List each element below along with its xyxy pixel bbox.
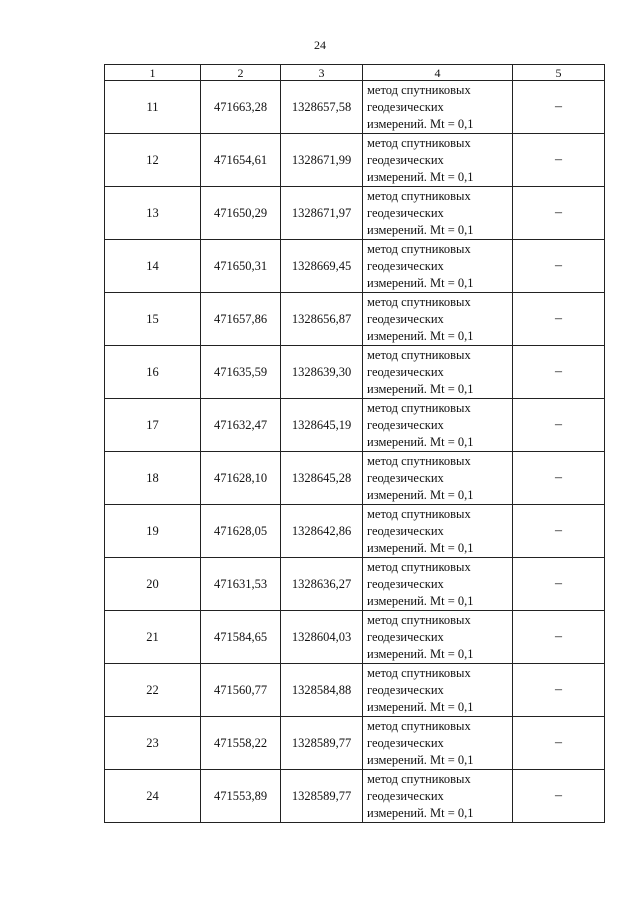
table-body	[105, 81, 605, 823]
coordinate-x-cell: 471654,61	[201, 134, 281, 187]
note-cell: –	[513, 770, 605, 823]
note-cell: –	[513, 399, 605, 452]
table-row	[105, 346, 605, 399]
method-line: метод спутниковых	[367, 453, 471, 468]
method-line: геодезических	[367, 629, 444, 644]
method-line: измерений. Mt = 0,1	[367, 805, 474, 820]
method-line: геодезических	[367, 364, 444, 379]
method-cell	[363, 293, 513, 346]
method-line: измерений. Mt = 0,1	[367, 434, 474, 449]
note-cell: –	[513, 558, 605, 611]
method-line: геодезических	[367, 205, 444, 220]
method-line: геодезических	[367, 576, 444, 591]
point-number-cell: 18	[105, 452, 201, 505]
method-line: измерений. Mt = 0,1	[367, 487, 474, 502]
method-line: измерений. Mt = 0,1	[367, 699, 474, 714]
method-line: геодезических	[367, 470, 444, 485]
method-line: метод спутниковых	[367, 400, 471, 415]
method-line: измерений. Mt = 0,1	[367, 752, 474, 767]
method-line: метод спутниковых	[367, 82, 471, 97]
method-line: геодезических	[367, 735, 444, 750]
coordinate-y-cell: 1328589,77	[281, 717, 363, 770]
method-line: геодезических	[367, 258, 444, 273]
point-number-cell: 20	[105, 558, 201, 611]
method-cell	[363, 770, 513, 823]
point-number-cell: 12	[105, 134, 201, 187]
header-col-5: 5	[513, 65, 605, 81]
coordinate-y-cell: 1328636,27	[281, 558, 363, 611]
header-col-3: 3	[281, 65, 363, 81]
table-row	[105, 81, 605, 134]
method-line: метод спутниковых	[367, 665, 471, 680]
coordinate-x-cell: 471657,86	[201, 293, 281, 346]
method-line: геодезических	[367, 523, 444, 538]
method-cell	[363, 81, 513, 134]
point-number-cell: 22	[105, 664, 201, 717]
coordinate-y-cell: 1328671,97	[281, 187, 363, 240]
header-col-4: 4	[363, 65, 513, 81]
method-line: метод спутниковых	[367, 559, 471, 574]
method-line: геодезических	[367, 788, 444, 803]
coordinate-y-cell: 1328639,30	[281, 346, 363, 399]
point-number-cell: 24	[105, 770, 201, 823]
method-cell	[363, 187, 513, 240]
point-number-cell: 16	[105, 346, 201, 399]
method-cell	[363, 134, 513, 187]
coordinate-y-cell: 1328656,87	[281, 293, 363, 346]
method-line: измерений. Mt = 0,1	[367, 540, 474, 555]
coordinate-x-cell: 471663,28	[201, 81, 281, 134]
table-row	[105, 611, 605, 664]
method-line: метод спутниковых	[367, 188, 471, 203]
coordinate-y-cell: 1328671,99	[281, 134, 363, 187]
method-line: геодезических	[367, 682, 444, 697]
coordinate-x-cell: 471584,65	[201, 611, 281, 664]
method-line: геодезических	[367, 99, 444, 114]
method-cell	[363, 558, 513, 611]
table-row	[105, 399, 605, 452]
coordinate-y-cell: 1328669,45	[281, 240, 363, 293]
method-line: метод спутниковых	[367, 612, 471, 627]
table-row	[105, 452, 605, 505]
table-row	[105, 293, 605, 346]
method-line: метод спутниковых	[367, 294, 471, 309]
note-cell: –	[513, 505, 605, 558]
coordinate-x-cell: 471558,22	[201, 717, 281, 770]
header-col-1: 1	[105, 65, 201, 81]
method-cell	[363, 240, 513, 293]
coordinate-y-cell: 1328584,88	[281, 664, 363, 717]
point-number-cell: 14	[105, 240, 201, 293]
note-cell: –	[513, 717, 605, 770]
table-row	[105, 717, 605, 770]
page-number: 24	[314, 38, 326, 52]
table-row	[105, 240, 605, 293]
method-line: измерений. Mt = 0,1	[367, 222, 474, 237]
method-line: измерений. Mt = 0,1	[367, 593, 474, 608]
table-row	[105, 187, 605, 240]
method-cell	[363, 717, 513, 770]
method-cell	[363, 399, 513, 452]
method-line: измерений. Mt = 0,1	[367, 381, 474, 396]
header-col-2: 2	[201, 65, 281, 81]
note-cell: –	[513, 664, 605, 717]
coordinate-x-cell: 471628,10	[201, 452, 281, 505]
note-cell: –	[513, 134, 605, 187]
coordinate-x-cell: 471628,05	[201, 505, 281, 558]
method-cell	[363, 611, 513, 664]
method-cell	[363, 452, 513, 505]
coordinate-y-cell: 1328589,77	[281, 770, 363, 823]
point-number-cell: 19	[105, 505, 201, 558]
note-cell: –	[513, 452, 605, 505]
method-line: геодезических	[367, 152, 444, 167]
coordinate-x-cell: 471635,59	[201, 346, 281, 399]
point-number-cell: 11	[105, 81, 201, 134]
coordinates-table	[104, 64, 605, 823]
point-number-cell: 23	[105, 717, 201, 770]
coordinate-y-cell: 1328604,03	[281, 611, 363, 664]
method-line: метод спутниковых	[367, 241, 471, 256]
note-cell: –	[513, 346, 605, 399]
header-row	[105, 65, 605, 81]
table-row	[105, 770, 605, 823]
coordinate-y-cell: 1328657,58	[281, 81, 363, 134]
coordinate-y-cell: 1328642,86	[281, 505, 363, 558]
table-row	[105, 664, 605, 717]
method-line: измерений. Mt = 0,1	[367, 646, 474, 661]
method-cell	[363, 505, 513, 558]
coordinate-x-cell: 471632,47	[201, 399, 281, 452]
method-line: геодезических	[367, 311, 444, 326]
method-line: измерений. Mt = 0,1	[367, 116, 474, 131]
note-cell: –	[513, 293, 605, 346]
coordinate-y-cell: 1328645,28	[281, 452, 363, 505]
method-line: метод спутниковых	[367, 135, 471, 150]
point-number-cell: 17	[105, 399, 201, 452]
method-line: метод спутниковых	[367, 506, 471, 521]
point-number-cell: 21	[105, 611, 201, 664]
coordinate-y-cell: 1328645,19	[281, 399, 363, 452]
method-line: геодезических	[367, 417, 444, 432]
method-cell	[363, 664, 513, 717]
coordinate-x-cell: 471553,89	[201, 770, 281, 823]
method-line: измерений. Mt = 0,1	[367, 169, 474, 184]
table-row	[105, 505, 605, 558]
table-header	[105, 65, 605, 81]
method-line: метод спутниковых	[367, 347, 471, 362]
note-cell: –	[513, 611, 605, 664]
method-line: метод спутниковых	[367, 771, 471, 786]
note-cell: –	[513, 240, 605, 293]
point-number-cell: 15	[105, 293, 201, 346]
coordinate-x-cell: 471560,77	[201, 664, 281, 717]
table-row	[105, 134, 605, 187]
method-line: измерений. Mt = 0,1	[367, 328, 474, 343]
note-cell: –	[513, 187, 605, 240]
method-cell	[363, 346, 513, 399]
table-row	[105, 558, 605, 611]
point-number-cell: 13	[105, 187, 201, 240]
coordinate-x-cell: 471650,29	[201, 187, 281, 240]
method-line: измерений. Mt = 0,1	[367, 275, 474, 290]
coordinate-x-cell: 471650,31	[201, 240, 281, 293]
note-cell: –	[513, 81, 605, 134]
coordinate-x-cell: 471631,53	[201, 558, 281, 611]
method-line: метод спутниковых	[367, 718, 471, 733]
